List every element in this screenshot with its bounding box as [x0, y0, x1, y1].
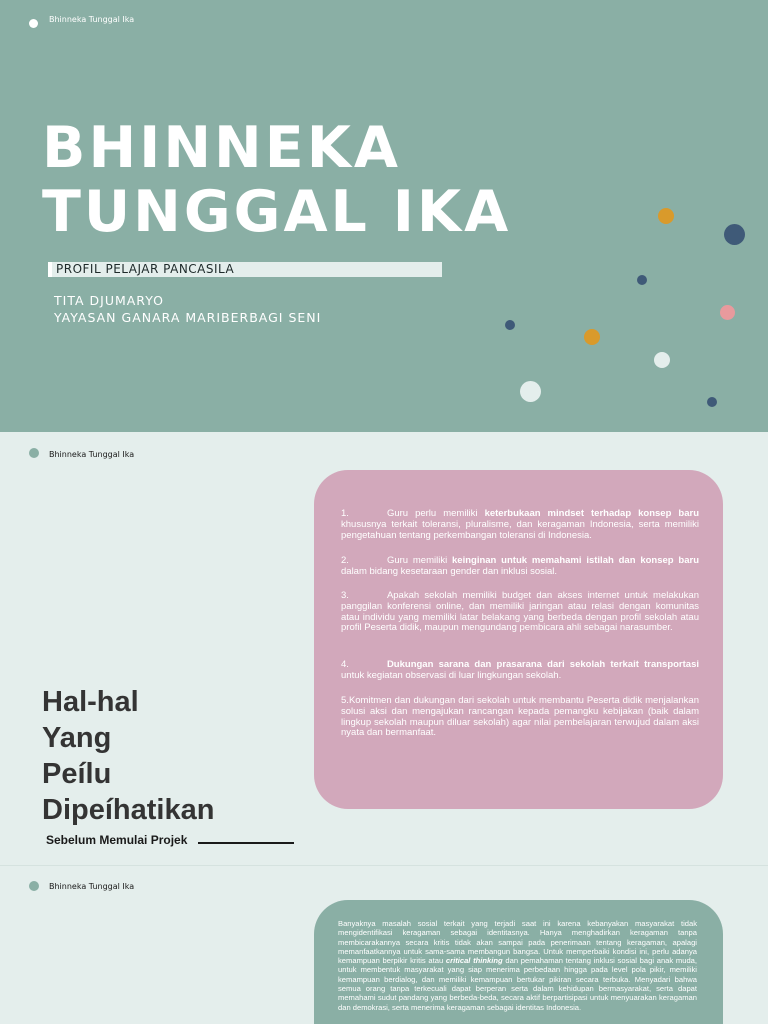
background-slide — [0, 866, 768, 1024]
author-organization: YAYASAN GANARA MARIBERBAGI SENI — [54, 310, 322, 325]
list-item-3 — [341, 591, 699, 634]
item-number: 2. — [341, 555, 349, 566]
item-text-end: dalam bidang kesetaraan gender dan inklusi sosial. — [341, 565, 557, 577]
considerations-slide — [0, 432, 768, 866]
slide-tag: Bhinneka Tunggal Ika — [49, 450, 135, 459]
item-text: Komitmen dan dukungan dari sekolah untuk membantu Peserta didik menjalankan solusi aksi dan mengajukan rancangan kepada pemangku kebijakan (baik dalam lingkup sekolah maupun diluar sekolah) agar nilai pembelajaran terwujud dalam aksi nyata dan bermanfaat. — [341, 695, 699, 739]
paragraph-text-end: dan pemahaman tentang inklusi sosial bagi anak muda, untuk membentuk masyarakat yang siap menerima perbedaan hingga pada level pola pikir, memiliki kemampuan berdialog, dan memiliki kemampuan bertukar pikiran secara terbuka. Menyadari bahwa semua orang tanpa terkecuali dapat berperan serta dalam kehidupan bermasyarakat, serta dapat memahami sudut pandang yang berbeda-beda, secara aktif berpartisipasi untuk menyuarakan keragaman dan demokrasi, serta menerima keragaman sebagai identitas Indonesia. — [338, 956, 698, 1012]
list-item-5 — [341, 696, 699, 739]
subtitle-bar — [48, 262, 442, 277]
section-subheading: Sebelum Memulai Projek — [46, 833, 188, 847]
item-emphasis: keterbukaan mindset terhadap konsep baru — [484, 508, 700, 519]
decorative-dot — [724, 224, 745, 245]
decorative-dot — [658, 208, 674, 224]
item-text: Guru memiliki — [386, 555, 453, 566]
slide-tag: Bhinneka Tunggal Ika — [49, 882, 135, 891]
presentation-title — [42, 116, 511, 244]
list-item-4 — [341, 660, 699, 682]
title-slide — [0, 0, 768, 432]
heading-line: Yang — [42, 722, 112, 754]
paragraph-emphasis: critical thinking — [445, 956, 503, 966]
decorative-dot — [584, 329, 600, 345]
item-text: Apakah sekolah memiliki budget dan akses internet untuk melakukan panggilan konferensi online, dan memiliki jaringan atau relasi dengan komunitas atau individu yang memiliki latar belakang yang berbeda dengan profil sekolah atau profil Peserta didik, maupun mengundang pembicara ahli sebagai narasumber. — [341, 590, 699, 634]
decorative-dot — [505, 320, 515, 330]
title-line-1: BHINNEKA — [42, 115, 401, 181]
subtitle: PROFIL PELAJAR PANCASILA — [56, 262, 235, 276]
item-emphasis: Dukungan sarana dan prasarana dari sekolah terkait transportasi — [386, 659, 699, 670]
item-text: Guru perlu memiliki — [386, 508, 485, 519]
heading-line: Hal-hal — [42, 686, 139, 718]
decorative-dot — [637, 275, 647, 285]
slide-tag-dot — [29, 19, 38, 28]
decorative-dot — [654, 352, 670, 368]
item-number: 1. — [341, 508, 349, 519]
title-line-2: TUNGGAL IKA — [42, 179, 512, 245]
list-item-1 — [341, 509, 699, 541]
item-number: 3. — [341, 590, 349, 601]
paragraph-text: Banyaknya masalah sosial terkait yang terjadi saat ini karena kebanyakan masyarakat tidak mengidentifikasi keragaman sebagai identitasnya. Hanya menghadirkan keragaman tanpa membicarakannya secara kritis tidak akan sampai pada penerimaan tentang keragaman, apalagi memanfaatkannya untuk sama-sama membangun bangsa. Untuk memperbaiki kondisi ini, perlu adanya kemampuan berpikir kritis atau — [338, 919, 697, 966]
item-number: 5. — [341, 695, 349, 706]
item-text-end: untuk kegiatan observasi di luar lingkungan sekolah. — [341, 669, 562, 681]
decorative-dot — [707, 397, 717, 407]
item-emphasis: keinginan untuk memahami istilah dan konsep baru — [452, 555, 699, 566]
item-text-end: khususnya terkait toleransi, pluralisme, dan keragaman Indonesia, serta memiliki pengetahuan tentang perkembangan toleransi di Indonesia. — [341, 518, 699, 541]
list-item-2 — [341, 556, 699, 578]
decorative-dot — [520, 381, 541, 402]
item-number: 4. — [341, 659, 349, 670]
subheading-underline — [198, 842, 294, 844]
slide-tag-dot — [29, 448, 39, 458]
slide-tag-dot — [29, 881, 39, 891]
author-name: TITA DJUMARYO — [54, 293, 164, 308]
decorative-dot — [720, 305, 735, 320]
background-paragraph — [338, 919, 697, 1012]
slide-tag: Bhinneka Tunggal Ika — [49, 15, 135, 24]
heading-line: Peílu — [42, 758, 112, 790]
section-heading — [42, 684, 214, 828]
heading-line: Dipeíhatikan — [42, 794, 215, 826]
